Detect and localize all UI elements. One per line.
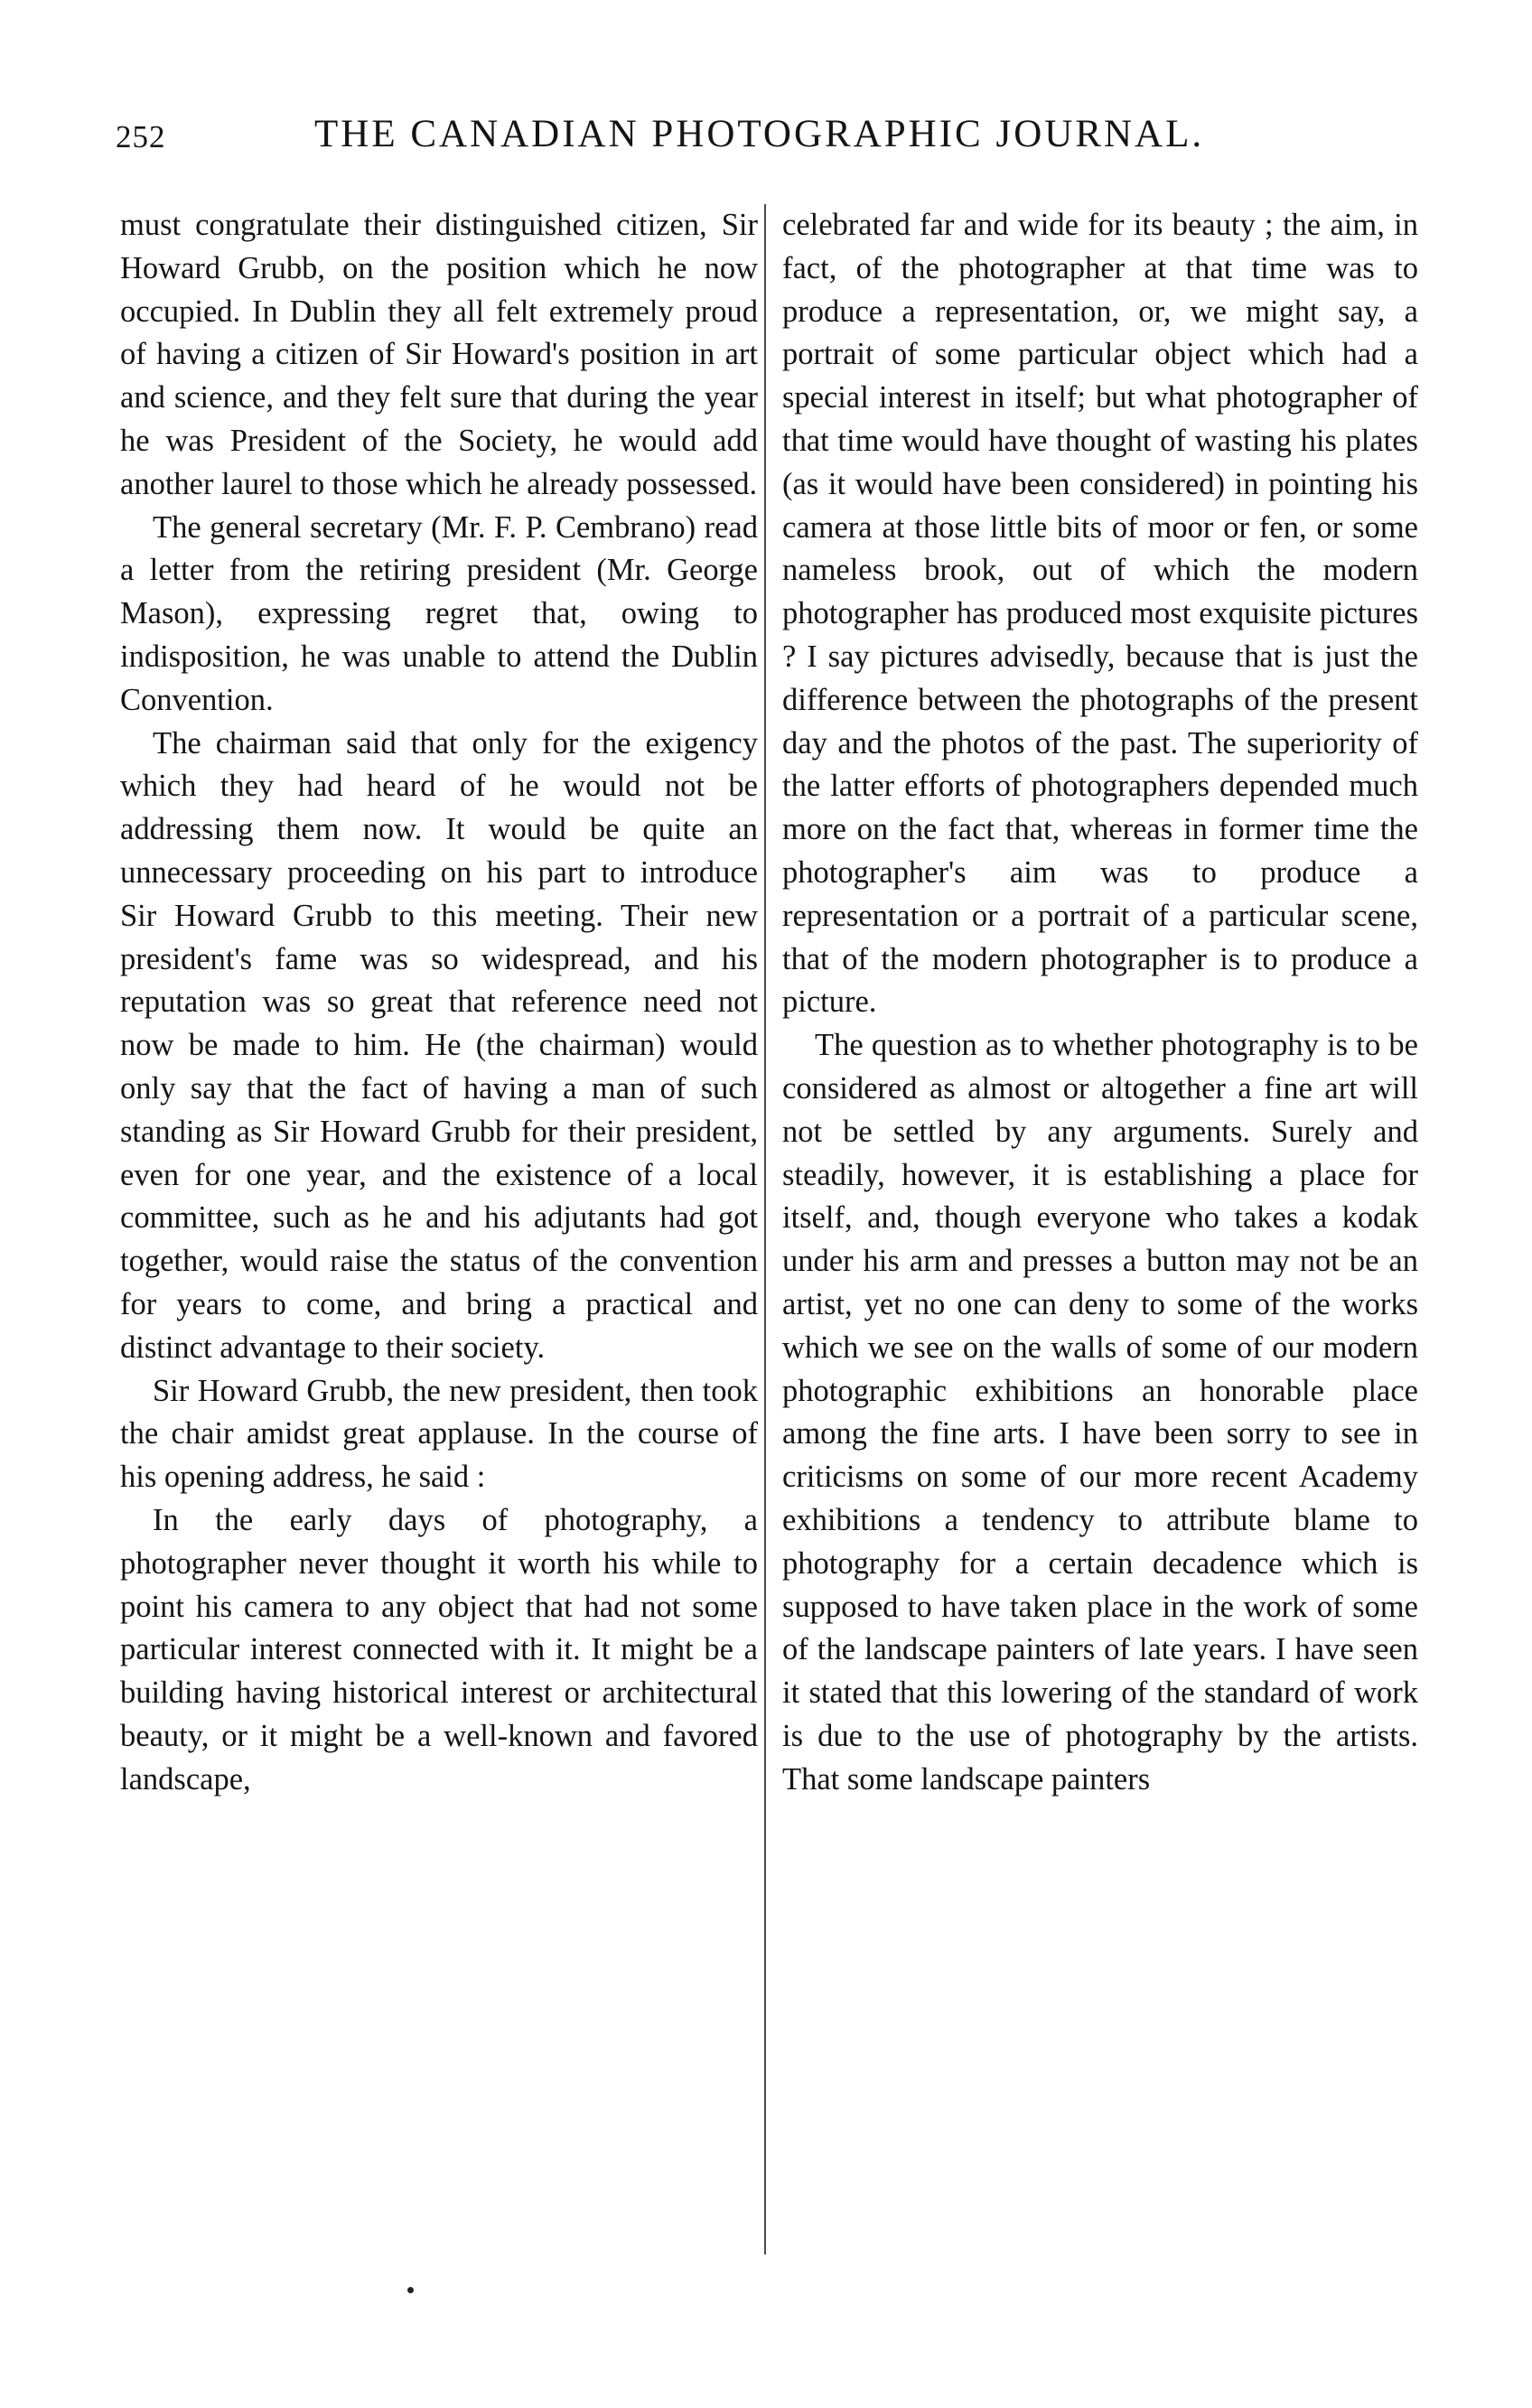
column-divider [764, 204, 766, 2254]
ink-speck [407, 2287, 414, 2293]
paragraph: In the early days of photography, a photographer never thought it worth his while to point his camera to any object that had not some particular interest connected with it. It might be a building having historical interest or architectural beauty, or it might be a well-known and favored landscape, [120, 1502, 758, 1797]
paragraph: The general secretary (Mr. F. P. Cembrano) read a letter from the retiring president (Mr. George Mason), expressing regret that, owing to indisposition, he was unable to attend the Dublin Convention. [120, 509, 758, 717]
page-number: 252 [116, 119, 166, 154]
running-head [0, 112, 1532, 166]
paragraph: The chairman said that only for the exigency which they had heard of he would not be addressing them now. It would be quite an unnecessary proceeding on his part to introduce Sir Howard Grubb to this meeting. Their new president's fame was so widespread, and his reputation was so great that reference need not now be made to him. He (the chairman) would only say that the fact of having a man of such standing as Sir Howard Grubb for their president, even for one year, and the existence of a local committee, such as he and his adjutants had got together, would raise the status of the convention for years to come, and bring a practical and distinct advantage to their society. [120, 725, 758, 1365]
journal-title: THE CANADIAN PHOTOGRAPHIC JOURNAL. [314, 113, 1205, 155]
paragraph: celebrated far and wide for its beauty ; the aim, in fact, of the photographer at that time was to produce a representation, or, we might say, a portrait of some particular object which had a special interest in itself; but what photographer of that time would have thought of wasting his plates (as it would have been considered) in pointing his camera at those little bits of moor or fen, or some nameless brook, out of which the modern photographer has produced most exquisite pictures ? I say pictures advisedly, because that is just the difference between the photographs of the present day and the photos of the past. The superiority of the latter efforts of photographers depended much more on the fact that, whereas in former time the photographer's aim was to produce a representation or a portrait of a particular scene, that of the modern photographer is to produce a picture. [782, 208, 1418, 1020]
left-column [120, 204, 758, 1801]
paragraph: The question as to whether photography is to be considered as almost or altogether a fine art will not be settled by any arguments. Surely and steadily, however, it is establishing a place for itself, and, though everyone who takes a kodak under his arm and presses a button may not be an artist, yet no one can deny to some of the works which we see on the walls of some of our modern photographic exhibitions an honorable place among the fine arts. I have been sorry to see in criticisms on some of our more recent Academy exhibitions a tendency to attribute blame to photography for a certain decadence which is supposed to have taken place in the work of some of the landscape painters of late years. I have seen it stated that this lowering of the standard of work is due to the use of photography by the artists. That some landscape painters [782, 1028, 1418, 1797]
right-column [782, 204, 1418, 1801]
paragraph: Sir Howard Grubb, the new president, then took the chair amidst great applause. In the course of his opening address, he said : [120, 1373, 758, 1495]
paragraph: must congratulate their distinguished citizen, Sir Howard Grubb, on the position which he now occupied. In Dublin they all felt extremely proud of having a citizen of Sir Howard's position in art and science, and they felt sure that during the year he was President of the Society, he would add another laurel to those which he already possessed. [120, 208, 758, 501]
